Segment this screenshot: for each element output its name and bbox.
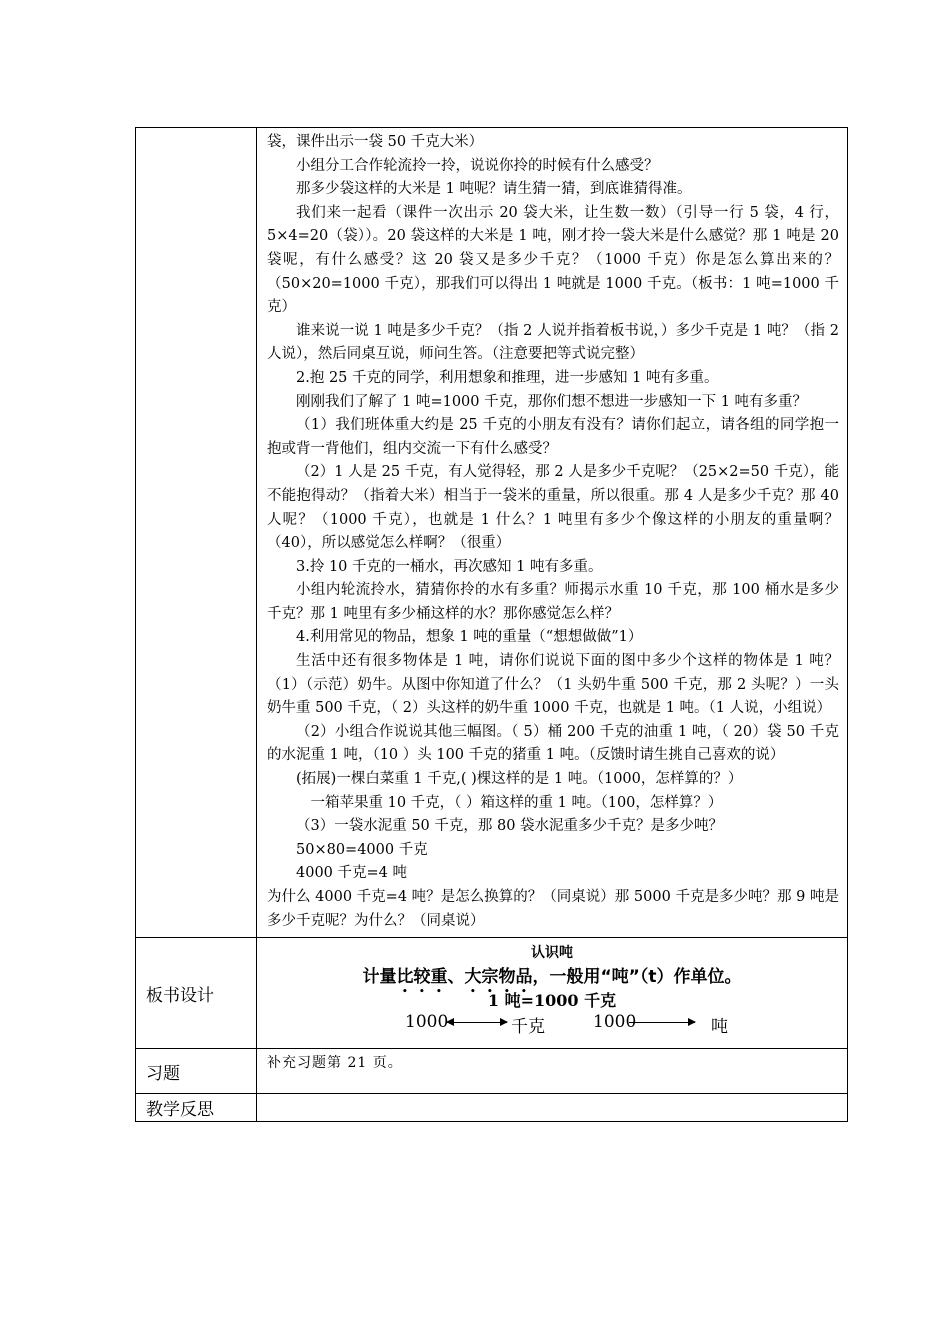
- board-design-row: [136, 938, 848, 1049]
- paragraph: 为什么 4000 千克=4 吨？是怎么换算的？（同桌说）那 5000 千克是多少吨？那 9 吨是多少千克呢？为什么？（同桌说）: [267, 889, 839, 929]
- procedure-text: [257, 128, 847, 937]
- procedure-content-cell: [257, 128, 848, 938]
- right-number: 1000: [593, 1012, 637, 1033]
- paragraph: 2.抱 25 千克的同学，利用想象和推理，进一步感知 1 吨有多重。: [296, 369, 719, 386]
- exercise-text: 补充习题第 21 页。: [257, 1049, 848, 1094]
- reflection-label: 教学反思: [136, 1094, 257, 1122]
- exercise-row: [136, 1049, 848, 1094]
- paragraph: （1）我们班体重大约是 25 千克的小朋友有没有？请你们起立，请各组的同学抱一抱或背一背他们，组内交流一下有什么感受？: [267, 417, 839, 457]
- procedure-row: [136, 128, 848, 938]
- double-arrow-icon: [447, 1022, 507, 1023]
- board-line-1: 计量比较重、大宗物品，一般用“吨”（t）作单位。: [362, 967, 742, 988]
- paragraph: 刚刚我们了解了 1 吨=1000 千克，那你们想不想进一步感知一下 1 吨有多重？: [296, 393, 808, 410]
- paragraph: 一箱苹果重 10 千克，（ ）箱这样的重 1 吨。（100，怎样算？）: [296, 794, 723, 811]
- paragraph: (拓展)一棵白菜重 1 千克,( )棵这样的是 1 吨。（1000，怎样算的？）: [296, 771, 743, 788]
- paragraph: 那多少袋这样的大米是 1 吨呢？请生猜一猜，到底谁猜得准。: [296, 181, 692, 198]
- paragraph: 3.拎 10 千克的一桶水，再次感知 1 吨有多重。: [296, 558, 603, 575]
- paragraph: 谁来说一说 1 吨是多少千克？（指 2 人说并指着板书说，）多少千克是 1 吨？（指 2 人说），然后同桌互说，师问生答。（注意要把等式说完整）: [267, 322, 839, 363]
- board-title: 认识吨: [531, 945, 573, 962]
- reflection-row: [136, 1094, 848, 1122]
- paragraph: 生活中还有很多物体是 1 吨，请你们说说下面的图中多少个这样的物体是 1 吨？（1）（示范）奶牛。从图中你知道了什么？（1 头奶牛重 500 千克，那 2 头呢？）一头奶牛重 500 千克，（ 2）头这样的奶牛重 1000 千克，也就是 1 吨。（1 人说，小组说）: [267, 653, 839, 717]
- paragraph: 小组分工合作轮流拎一拎，说说你拎的时候有什么感受？: [296, 157, 659, 174]
- paragraph: 我们来一起看（课件一次出示 20 袋大米，让生数一数）（引导一行 5 袋，4 行，5×4=20（袋））。20 袋这样的大米是 1 吨，刚才拎一袋大米是什么感觉？那 1 吨是 20 袋呢，有什么感受？这 20 袋又是多少千克？（1000 千克）你是怎么算出来的？（50×20=1000 千克），那我们可以得出 1 吨就是 1000 千克。（板书：1 吨=1000 千克）: [267, 204, 839, 316]
- reflection-text: [257, 1094, 848, 1122]
- paragraph: （2）小组合作说说其他三幅图。（ 5）桶 200 千克的油重 1 吨，（ 20）袋 50 千克的水泥重 1 吨，（10 ）头 100 千克的猪重 1 吨。（反馈时请生挑自己喜欢的说）: [267, 723, 839, 764]
- lesson-plan-table: [135, 127, 848, 1122]
- left-number: 1000: [405, 1012, 449, 1033]
- procedure-label-cell: [136, 128, 257, 938]
- right-unit: 吨: [711, 1017, 728, 1038]
- emphasized-phrase: 比较重、大宗物品: [396, 967, 533, 988]
- paragraph: （3）一袋水泥重 50 千克，那 80 袋水泥重多少千克？是多少吨？: [296, 818, 724, 835]
- paragraph: （2）1 人是 25 千克，有人觉得轻，那 2 人是多少千克呢？（25×2=50 千克），能不能抱得动？（指着大米）相当于一袋米的重量，所以很重。那 4 人是多少千克？那 40 人呢？（1000 千克），也就是 1 什么？1 吨里有多少个像这样的小朋友的重量啊？（40），所以感觉怎么样啊？（很重）: [267, 464, 839, 552]
- exercise-label: 习题: [136, 1049, 257, 1094]
- paragraph: 4000 千克=4 吨: [296, 865, 407, 882]
- paragraph: 袋，课件出示一袋 50 千克大米）: [267, 134, 484, 150]
- board-line-2: 1 吨=1000 千克: [487, 991, 617, 1011]
- left-unit: 千克: [511, 1017, 545, 1038]
- board-design-cell: [257, 938, 848, 1049]
- paragraph: 小组内轮流拎水，猜猜你拎的水有多重？师揭示水重 10 千克，那 100 桶水是多少千克？那 1 吨里有多少桶这样的水？那你感觉怎么样？: [267, 582, 839, 622]
- paragraph: 50×80=4000 千克: [296, 841, 428, 858]
- paragraph: 4.利用常见的物品，想象 1 吨的重量（“想想做做”1）: [296, 629, 643, 646]
- board-design-label: 板书设计: [136, 938, 257, 1049]
- right-arrow-icon: [629, 1022, 695, 1023]
